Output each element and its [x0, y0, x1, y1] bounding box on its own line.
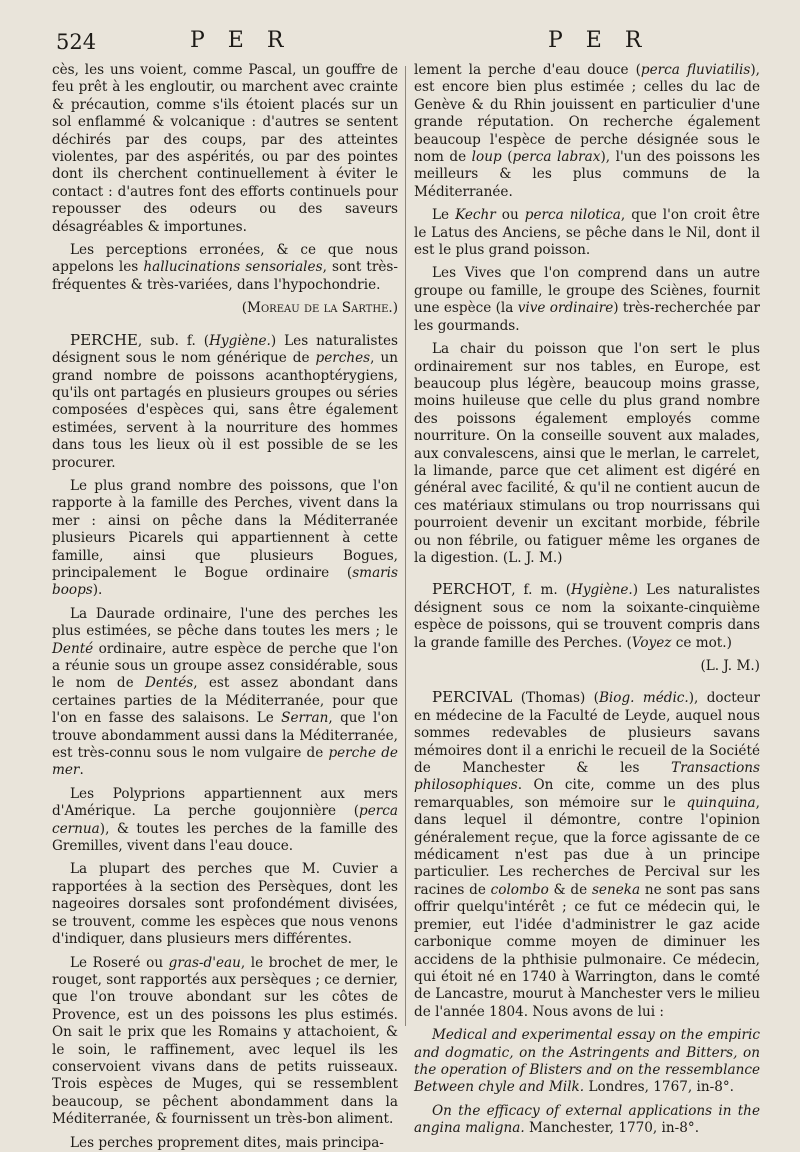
left-column [52, 62, 399, 1151]
column-divider [405, 66, 406, 1026]
author-signature: (Moreau de la Sarthe.) [241, 300, 398, 317]
paragraph: Les perches proprement dites, mais principa- [70, 1134, 384, 1151]
headword: PERCHOT [432, 580, 512, 599]
paragraph: cès, les uns voient, comme Pascal, un gouffre de feu prêt à les engloutir, ou marchent avec crainte & précaution, comme s'ils étoient placés sur un sol enflammé & volcanique : d'autres se sentent déchirés par des coups, par des atteintes violentes, par des aspérités, ou par des pointes dont ils cherchent continuellement à éviter le contact : d'autres font des efforts continuels pour repousser des odeurs ou des saveurs désagréables & importunes. [52, 62, 398, 235]
paragraph: La chair du poisson que l'on sert le plus ordinairement sur nos tables, en Europe, est beaucoup plus légère, beaucoup moins grasse, moins huileuse que celle du plus grand nombre des poissons également employés comme nourriture. On la conseille souvent aux malades, aux convalescens, ainsi que le merlan, le carrelet, la limande, parce que cet aliment est digéré en général avec facilité, & qu'il ne contient aucun de ces matériaux stimulans ou trop nourrissans qui pourroient devenir un excitant morbide, fébrile ou non fébrile, ou fatiguer même les organes de la digestion. (L. J. M.) [414, 341, 760, 566]
paragraph: lement la perche d'eau douce (perca fluviatilis), est encore bien plus estimée ; celles du lac de Genève & du Rhin jouissent en particulier d'une grande réputation. On recherche également beaucoup l'espèce de perche désignée sous le nom de loup (perca labrax), l'un des poissons les meilleurs & les plus communs de la Méditerranée. [414, 62, 760, 200]
entry-perchot: PERCHOT, f. m. (Hygiène.) Les naturalistes désignent sous ce nom la soixante-cinquième espèce de poissons, qui se trouvent compris dans la grande famille des Perches. (Voyez ce mot.) [414, 580, 760, 651]
page-header [0, 26, 800, 60]
paragraph: Le Kechr ou perca nilotica, que l'on croit être le Latus des Anciens, se pêche dans le Nil, dont il est le plus grand poisson. [414, 207, 760, 259]
paragraph: Les Vives que l'on comprend dans un autre groupe ou famille, le groupe des Sciènes, fournit une espèce (la vive ordinaire) très-recherchée par les gourmands. [414, 265, 761, 334]
headword: PERCHE [70, 330, 138, 349]
paragraph: Le plus grand nombre des poissons, que l'on rapporte à la famille des Perches, vivent dans la mer : ainsi on pêche dans la Méditerranée plusieurs Picarels qui appartiennent à cette famille, ainsi que plusieurs Bogues, principalement le Bogue ordinaire (smaris boops). [52, 477, 398, 599]
paragraph: Les Polyprions appartiennent aux mers d'Amérique. La perche goujonnière (perca cernua), & toutes les perches de la famille des Gremilles, vivent dans l'eau douce. [52, 785, 398, 855]
right-column [414, 62, 761, 1137]
entry-percival: PERCIVAL (Thomas) (Biog. médic.), docteur en médecine de la Faculté de Leyde, auquel nous sommes redevables de plusieurs savans mémoires dont il a enrichi le recueil de la Société de Manchester & les Transactions philosophiques. On cite, comme un des plus remarquables, son mémoire sur le quinquina, dans lequel il démontre, contre l'opinion généralement reçue, que la force agissante de ce médicament n'est pas due à un principe particulier. Les recherches de Percival sur les racines de colombo & de seneka ne sont pas sans offrir quelqu'intérêt ; ce fut ce médecin qui, le premier, eut l'idée d'administrer le gaz acide carbonique comme moyen de diminuer les accidens de la phthisie pulmonaire. Ce médecin, qui étoit né en 1740 à Warrington, dans le comté de Lancastre, mourut à Manchester vers le milieu de l'année 1804. Nous avons de lui : [414, 688, 761, 1020]
headword: PERCIVAL [432, 688, 513, 707]
paragraph: Les perceptions erronées, & ce que nous appelons les hallucinations sensoriales, sont très-fréquentes & très-variées, dans l'hypochondrie. [52, 242, 399, 293]
paragraph: La plupart des perches que M. Cuvier a rapportées à la section des Persèques, dont les nageoires dorsales sont profondément divisées, se trouvent, comme les espèces que nous venons d'indiquer, dans plusieurs mers différentes. [52, 861, 398, 948]
author-signature: (L. J. M.) [700, 658, 760, 674]
bibliography-item: Medical and experimental essay on the empiric and dogmatic, on the Astringents and Bitters, on the operation of Blisters and on the ressemblance Between chyle and Milk. Londres, 1767, in-8°. [414, 1027, 760, 1096]
running-head-left: P E R [190, 28, 292, 53]
entry-perche: PERCHE, sub. f. (Hygiène.) Les naturalistes désignent sous le nom générique de perches, un grand nombre de poissons acanthoptérygiens, qu'ils ont partagés en plusieurs groupes ou séries composées d'espèces qui, sans être également estimées, servent à la nourriture des hommes dans tous les lieux où il est possible de se les procurer. [52, 330, 398, 471]
page-number: 524 [56, 30, 97, 54]
paragraph: La Daurade ordinaire, l'une des perches les plus estimées, se pêche dans toutes les mers ; le Denté ordinaire, autre espèce de perche que l'on a réunie sous un groupe assez considérable, sous le nom de Dentés, est assez abondant dans certaines parties de la Méditerranée, pour que l'on en fasse des salaisons. Le Serran, que l'on trouve abondamment aussi dans la Méditerranée, est très-connu sous le nom vulgaire de perche de mer. [52, 605, 398, 779]
bibliography-item: On the efficacy of external applications in the angina maligna. Manchester, 1770, in-8°. [414, 1102, 760, 1137]
paragraph: Le Roseré ou gras-d'eau, le brochet de mer, le rouget, sont rapportés aux persèques ; ce dernier, que l'on trouve abondant sur les côtes de Provence, est un des poissons les plus estimés. On sait le prix que les Romains y attachoient, & le soin, le raffinement, avec lequel ils les conservoient vivans dans de petits ruisseaux. Trois espèces de Muges, qui se ressemblent beaucoup, se pêchent abondamment dans la Méditerranée, & fournissent un très-bon aliment. [52, 954, 398, 1128]
running-head-right: P E R [548, 28, 650, 53]
